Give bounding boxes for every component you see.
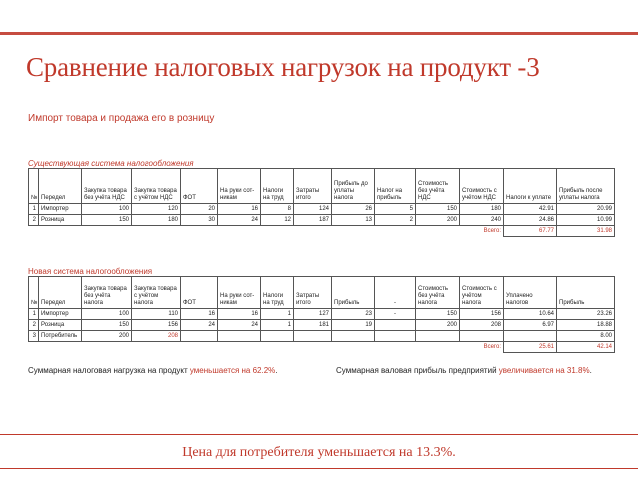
new-header-cell: -: [375, 277, 416, 309]
new-header-cell: Уплачено налогов: [504, 277, 557, 309]
new-header-cell: Передел: [39, 277, 82, 309]
existing-total-profit: 31.98: [557, 226, 615, 237]
existing-header-cell: Закупка товара без учёта НДС: [82, 169, 132, 204]
existing-header-cell: Закупка товара с учётом НДС: [132, 169, 181, 204]
existing-total-spacer: [39, 226, 82, 237]
existing-table-cell: 2: [29, 215, 39, 226]
existing-table-row: [29, 215, 615, 226]
existing-table-cell: 8: [261, 204, 294, 215]
existing-table-cell: 16: [218, 204, 261, 215]
new-total-taxes: 25.61: [504, 342, 557, 353]
existing-table-cell: 240: [460, 215, 504, 226]
existing-header-cell: Затраты итого: [294, 169, 332, 204]
summary-tax-highlight: уменьшается на 62.2%: [189, 366, 276, 375]
existing-table-cell: 20.99: [557, 204, 615, 215]
new-table-cell: 23: [332, 309, 375, 320]
existing-table-cell: 24: [218, 215, 261, 226]
new-tax-table: [28, 276, 615, 353]
new-header-cell: Прибыль: [557, 277, 615, 309]
new-total-spacer: [82, 342, 132, 353]
existing-total-spacer: [416, 226, 460, 237]
new-table-cell: 110: [132, 309, 181, 320]
existing-table-cell: 5: [375, 204, 416, 215]
new-table-cell: 150: [82, 320, 132, 331]
slide-title: Сравнение налоговых нагрузок на продукт -3: [26, 52, 540, 82]
existing-header-cell: Передел: [39, 169, 82, 204]
new-table-cell: 181: [294, 320, 332, 331]
new-table-cell: [416, 331, 460, 342]
new-table-cell: [504, 331, 557, 342]
new-table-cell: 24: [181, 320, 218, 331]
new-header-cell: Стоимость без учёта налога: [416, 277, 460, 309]
new-header-cell: Налоги на труд: [261, 277, 294, 309]
new-table-cell: 156: [132, 320, 181, 331]
existing-table-row: [29, 204, 615, 215]
new-header-cell: Закупка товара без учёта налога: [82, 277, 132, 309]
new-total-spacer: [294, 342, 332, 353]
new-header-cell: №: [29, 277, 39, 309]
new-table-cell: 127: [294, 309, 332, 320]
new-table-cell: 1: [29, 309, 39, 320]
summary-profit-highlight: увеличивается на 31.8%: [498, 366, 590, 375]
existing-table-cell: 13: [332, 215, 375, 226]
new-table-cell: 200: [416, 320, 460, 331]
new-table-cell: 10.64: [504, 309, 557, 320]
existing-header-cell: ФОТ: [181, 169, 218, 204]
new-section-title: Новая система налогообложения: [28, 267, 153, 276]
existing-header-cell: Стоимость с учётом НДС: [460, 169, 504, 204]
existing-table-cell: 180: [460, 204, 504, 215]
new-table-row: [29, 320, 615, 331]
conclusion-text: Цена для потребителя уменьшается на 13.3%.: [182, 445, 456, 460]
new-total-spacer: [39, 342, 82, 353]
existing-header-cell: На руки сот-никам: [218, 169, 261, 204]
existing-table-cell: 1: [29, 204, 39, 215]
new-header-cell: Затраты итого: [294, 277, 332, 309]
new-total-row: [29, 342, 615, 353]
slide-subtitle: Импорт товара и продажа его в розницу: [28, 113, 215, 124]
existing-table-cell: 10.99: [557, 215, 615, 226]
new-table-cell: 23.26: [557, 309, 615, 320]
new-table-cell: 1: [261, 309, 294, 320]
new-table-cell: 156: [460, 309, 504, 320]
existing-total-spacer: [294, 226, 332, 237]
existing-total-spacer: [29, 226, 39, 237]
new-table-cell: [460, 331, 504, 342]
existing-total-spacer: [332, 226, 375, 237]
new-table-cell: [261, 331, 294, 342]
existing-table-cell: 26: [332, 204, 375, 215]
existing-header-cell: Прибыль до уплаты налога: [332, 169, 375, 204]
summary-gross-profit: [336, 366, 592, 375]
new-table-cell: 2: [29, 320, 39, 331]
conclusion-top-rule: [0, 434, 638, 435]
new-table-cell: 6.97: [504, 320, 557, 331]
existing-table-cell: 30: [181, 215, 218, 226]
summary-tax-end: .: [275, 366, 278, 375]
existing-total-label: Всего:: [483, 227, 501, 234]
new-header-cell: На руки сот-никам: [218, 277, 261, 309]
existing-table-cell: 124: [294, 204, 332, 215]
existing-header-cell: Налог на прибыль: [375, 169, 416, 204]
existing-table-cell: Розница: [39, 215, 82, 226]
new-table-cell: 19: [332, 320, 375, 331]
new-table-cell: 18.88: [557, 320, 615, 331]
existing-header-cell: Налоги к уплате: [504, 169, 557, 204]
new-table-cell: 8.00: [557, 331, 615, 342]
new-table-cell: 100: [82, 309, 132, 320]
existing-section-title: Существующая система налогообложения: [28, 159, 194, 168]
existing-table-cell: 180: [132, 215, 181, 226]
existing-total-spacer: [261, 226, 294, 237]
new-table-cell: [375, 331, 416, 342]
new-table-cell: 150: [416, 309, 460, 320]
conclusion-bottom-rule: [0, 468, 638, 469]
existing-table-cell: 2: [375, 215, 416, 226]
existing-table-cell: 24.86: [504, 215, 557, 226]
new-total-spacer: [332, 342, 375, 353]
new-table-cell: 3: [29, 331, 39, 342]
existing-table-cell: 20: [181, 204, 218, 215]
new-table-cell: Розница: [39, 320, 82, 331]
new-table-cell: [375, 320, 416, 331]
new-table-cell: [294, 331, 332, 342]
new-table-cell: 24: [218, 320, 261, 331]
new-header-cell: ФОТ: [181, 277, 218, 309]
summary-profit-end: .: [589, 366, 592, 375]
new-table-cell: Импортер: [39, 309, 82, 320]
new-total-spacer: [218, 342, 261, 353]
existing-table-cell: 100: [82, 204, 132, 215]
existing-table-cell: 120: [132, 204, 181, 215]
existing-total-spacer: [132, 226, 181, 237]
new-total-spacer: [416, 342, 460, 353]
new-table-row: [29, 331, 615, 342]
existing-total-spacer: [375, 226, 416, 237]
existing-total-taxes: 67.77: [504, 226, 557, 237]
existing-table-cell: 150: [416, 204, 460, 215]
existing-table-cell: 200: [416, 215, 460, 226]
new-table-cell: 16: [218, 309, 261, 320]
summary-profit-text: Суммарная валовая прибыль предприятий: [336, 366, 499, 375]
new-total-spacer: [181, 342, 218, 353]
new-table-cell: [181, 331, 218, 342]
new-total-spacer: [261, 342, 294, 353]
existing-header-cell: №: [29, 169, 39, 204]
new-table-row: [29, 309, 615, 320]
new-header-cell: Прибыль: [332, 277, 375, 309]
existing-total-spacer: [82, 226, 132, 237]
new-table-cell: 208: [132, 331, 181, 342]
new-table-cell: -: [375, 309, 416, 320]
new-total-spacer: [375, 342, 416, 353]
existing-total-row: [29, 226, 615, 237]
new-header-cell: Закупка товара с учётом налога: [132, 277, 181, 309]
existing-header-cell: Стоимость без учёта НДС: [416, 169, 460, 204]
existing-total-spacer: [218, 226, 261, 237]
new-table-cell: [218, 331, 261, 342]
existing-table-cell: 12: [261, 215, 294, 226]
new-header-cell: Стоимость с учётом налога: [460, 277, 504, 309]
new-table-cell: [332, 331, 375, 342]
new-table-cell: 1: [261, 320, 294, 331]
new-table-cell: 208: [460, 320, 504, 331]
existing-table-cell: Импортер: [39, 204, 82, 215]
existing-table-cell: 42.91: [504, 204, 557, 215]
existing-table-cell: 187: [294, 215, 332, 226]
new-table-cell: Потребитель: [39, 331, 82, 342]
existing-header-cell: Прибыль после уплаты налога: [557, 169, 615, 204]
new-total-label: Всего:: [483, 343, 501, 350]
new-table-cell: 200: [82, 331, 132, 342]
existing-tax-table: [28, 168, 615, 237]
existing-header-cell: Налоги на труд: [261, 169, 294, 204]
existing-total-spacer: [181, 226, 218, 237]
top-accent-rule: [0, 32, 638, 35]
summary-tax-text: Суммарная налоговая нагрузка на продукт: [28, 366, 190, 375]
existing-table-cell: 150: [82, 215, 132, 226]
new-total-spacer: [29, 342, 39, 353]
new-table-cell: 16: [181, 309, 218, 320]
new-total-spacer: [132, 342, 181, 353]
new-total-profit: 42.14: [557, 342, 615, 353]
summary-tax-burden: [28, 366, 278, 375]
